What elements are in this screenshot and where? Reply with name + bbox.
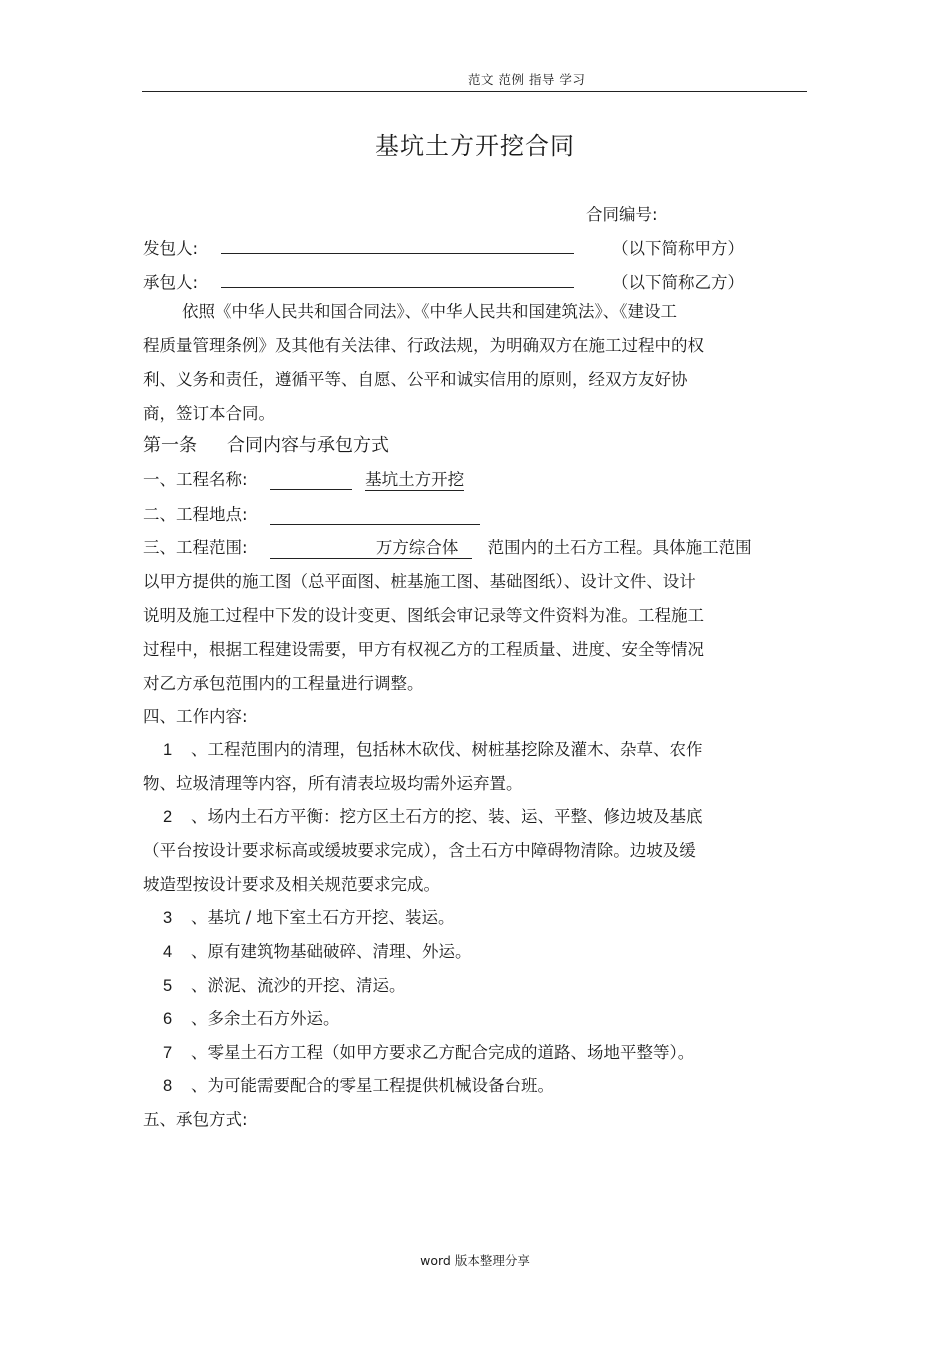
work-item: 7 、零星土石方工程（如甲方要求乙方配合完成的道路、场地平整等）。 [163,1043,695,1062]
article-number: 第一条 [143,435,197,456]
work-content-label: 四、工作内容: [143,707,248,726]
scope-line: 对乙方承包范围内的工程量进行调整。 [143,674,424,693]
preamble-line: 依照《中华人民共和国合同法》、《中华人民共和国建筑法》、《建设工 [182,302,677,321]
page-header: 范文 范例 指导 学习 [468,72,586,87]
scope-line: 过程中，根据工程建设需要，甲方有权视乙方的工程质量、进度、安全等情况 [143,640,704,659]
contract-method-label: 五、承包方式: [143,1110,248,1129]
project-location-row [143,505,480,525]
document-title: 基坑土方开挖合同 [375,132,575,160]
work-item: 3 、基坑 / 地下室土石方开挖、装运。 [163,908,455,927]
article-title: 合同内容与承包方式 [227,435,389,456]
party-b-note: （以下简称乙方） [612,273,744,292]
party-a-label: 发包人: [143,239,199,258]
work-item-continuation: 物、垃圾清理等内容，所有清表垃圾均需外运弃置。 [143,774,523,793]
header-divider [142,91,807,92]
work-item: 2 、场内土石方平衡：挖方区土石方的挖、装、运、平整、修边坡及基底 [163,807,703,826]
project-location-label: 二、工程地点: [143,505,248,524]
work-item: 6 、多余土石方外运。 [163,1009,340,1028]
project-name-blank [270,471,352,490]
work-item-continuation: 坡造型按设计要求及相关规范要求完成。 [143,875,440,894]
project-scope-label: 三、工程范围: [143,538,248,557]
work-item: 5 、淤泥、流沙的开挖、清运。 [163,976,406,995]
contract-number-label: 合同编号: [586,205,658,224]
scope-line: 以甲方提供的施工图（总平面图、桩基施工图、基础图纸）、设计文件、设计 [143,572,696,591]
preamble-line: 程质量管理条例》及其他有关法律、行政法规，为明确双方在施工过程中的权 [143,336,704,355]
project-name-label: 一、工程名称: [143,470,248,489]
work-item-continuation: （平台按设计要求标高或缓坡要求完成），含土石方中障碍物清除。边坡及缓 [143,841,696,860]
project-name-row [143,470,464,490]
preamble-line: 商，签订本合同。 [143,404,275,423]
project-scope-text: 范围内的土石方工程。具体施工范围 [487,538,752,557]
party-a-note: （以下简称甲方） [612,239,744,258]
scope-line: 说明及施工过程中下发的设计变更、图纸会审记录等文件资料为准。工程施工 [143,606,704,625]
work-item: 1 、工程范围内的清理，包括林木砍伐、树桩基挖除及灌木、杂草、农作 [163,740,703,759]
work-item: 4 、原有建筑物基础破碎、清理、外运。 [163,942,472,961]
project-location-field[interactable] [270,506,480,525]
project-name-value: 基坑土方开挖 [365,470,465,489]
project-scope-value: 万方综合体 [270,538,473,559]
page-footer: word 版本整理分享 [420,1253,530,1268]
article-heading [143,436,389,456]
project-scope-row [143,538,752,558]
party-b-field[interactable] [221,269,574,288]
preamble-line: 利、义务和责任，遵循平等、自愿、公平和诚实信用的原则，经双方友好协 [143,370,688,389]
party-b-label: 承包人: [143,273,199,292]
work-item: 8 、为可能需要配合的零星工程提供机械设备台班。 [163,1076,554,1095]
party-a-field[interactable] [221,235,574,254]
